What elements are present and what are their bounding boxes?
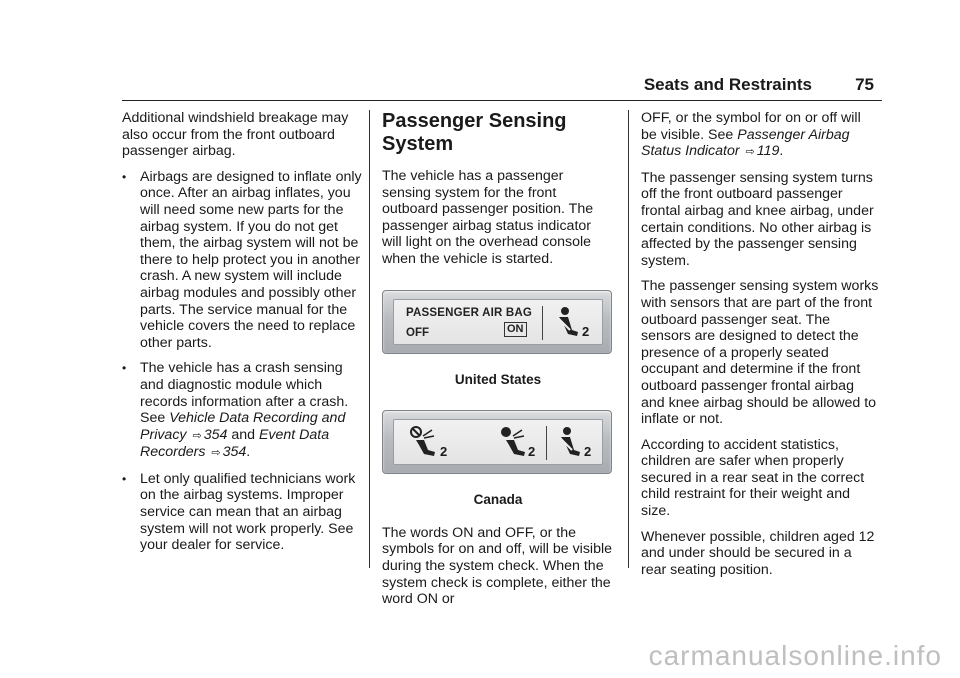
bullet-item: [122, 169, 362, 352]
column-right: [641, 110, 879, 587]
body-paragraph: Whenever possible, children aged 12 and under should be secured in a rear seating position.: [641, 528, 875, 578]
on-label: ON: [504, 322, 527, 337]
body-paragraph: The passenger sensing system works with sensors that are part of the front outboard passenger seat. The sensors are designed to detect the presence of a properly seated occupant and determine if the front outboard passenger frontal airbag and knee airbag should be allowed to inflate or not.: [641, 278, 879, 428]
page-reference[interactable]: 354: [203, 426, 228, 443]
bullet-item: [122, 360, 362, 462]
page-ref-arrow-icon: ⇨: [745, 146, 755, 159]
column-divider: [628, 110, 629, 568]
paragraph-text: OFF, or the symbol for on or off will be visible. See: [641, 110, 861, 143]
conjunction-text: and: [231, 426, 255, 443]
body-paragraph: The passenger sensing system turns off the front outboard passenger frontal airbag and knee airbag, under certain conditions. No other airbag is affected by the passenger sensing system.: [641, 169, 874, 269]
column-divider: [369, 110, 370, 568]
section-title: Seats and Restraints: [643, 75, 812, 94]
page-ref-arrow-icon: ⇨: [192, 429, 202, 442]
bullet-text: [140, 360, 362, 462]
seat-number: 2: [440, 444, 448, 460]
period: .: [246, 444, 251, 461]
panel-divider: [542, 306, 543, 340]
page-reference[interactable]: 119: [756, 143, 780, 160]
bullet-text: Let only qualified technicians work on the airbag systems. Improper service can mean that an airbag system will not work properly. See your dealer for service.: [140, 470, 356, 554]
page-ref-arrow-icon: ⇨: [211, 447, 221, 460]
airbag-on-icon: [498, 426, 528, 460]
intro-paragraph: Additional windshield breakage may also occur from the front outboard passenger airbag.: [122, 110, 349, 160]
passenger-air-bag-label: PASSENGER AIR BAG: [406, 306, 533, 319]
panel-divider: [546, 426, 547, 460]
bullet-item: [122, 471, 362, 554]
bullet-text-body: The vehicle has a crash sensing and diagnostic module which records information after a crash. See: [140, 360, 349, 427]
seat-number: 2: [582, 323, 590, 339]
body-paragraph: According to accident statistics, children are safer when properly secured in a rear seat in the correct child restraint for their weight and size.: [641, 436, 865, 520]
bullet-marker: •: [122, 361, 127, 376]
page-number: 75: [855, 75, 874, 94]
figure-caption: United States: [454, 371, 542, 387]
body-paragraph: [641, 110, 879, 161]
cross-reference-link[interactable]: Passenger Airbag Status Indicator: [641, 126, 850, 160]
column-left: [122, 110, 362, 563]
watermark: carmanualsonline.info: [648, 640, 942, 671]
canada-indicator-panel: [382, 410, 612, 474]
bullet-marker: •: [122, 169, 127, 184]
page-reference[interactable]: 354: [222, 444, 247, 461]
cross-reference-link[interactable]: Event Data Recorders: [140, 426, 330, 461]
bullet-text: Airbags are designed to inflate only once. After an airbag inflates, you will need some new parts for the airbag system. If you do not get them, the airbag system will not be there to help protect you in another crash. A new system will include airbag modules and possibly other parts. The service manual for the vehicle covers the need to replace other parts.: [140, 168, 362, 351]
intro-paragraph: The vehicle has a passenger sensing system for the front outboard passenger position. The passenger airbag status indicator will light on the overhead console when the vehicle is started.: [382, 168, 594, 267]
seat-number: 2: [584, 444, 592, 460]
off-label: OFF: [406, 326, 429, 339]
page-header: [122, 70, 882, 101]
figure-caption: Canada: [473, 492, 523, 508]
us-indicator-panel: [382, 290, 612, 354]
canada-indicator-display: [393, 419, 603, 465]
body-paragraph: The words ON and OFF, or the symbols for on and off, will be visible during the system check. When the system check is complete, either the word ON or: [382, 524, 612, 608]
airbag-off-icon: [408, 426, 438, 460]
period: .: [779, 143, 784, 160]
seated-occupant-off-icon: [552, 426, 582, 460]
seat-number: 2: [528, 444, 536, 460]
seated-occupant-off-icon: [550, 306, 580, 340]
cross-reference-link[interactable]: Vehicle Data Recording and Privacy: [140, 410, 346, 443]
bullet-marker: •: [122, 471, 127, 486]
us-indicator-display: [393, 299, 603, 345]
section-heading: Passenger Sensing System: [382, 110, 567, 155]
column-middle: [382, 110, 614, 617]
